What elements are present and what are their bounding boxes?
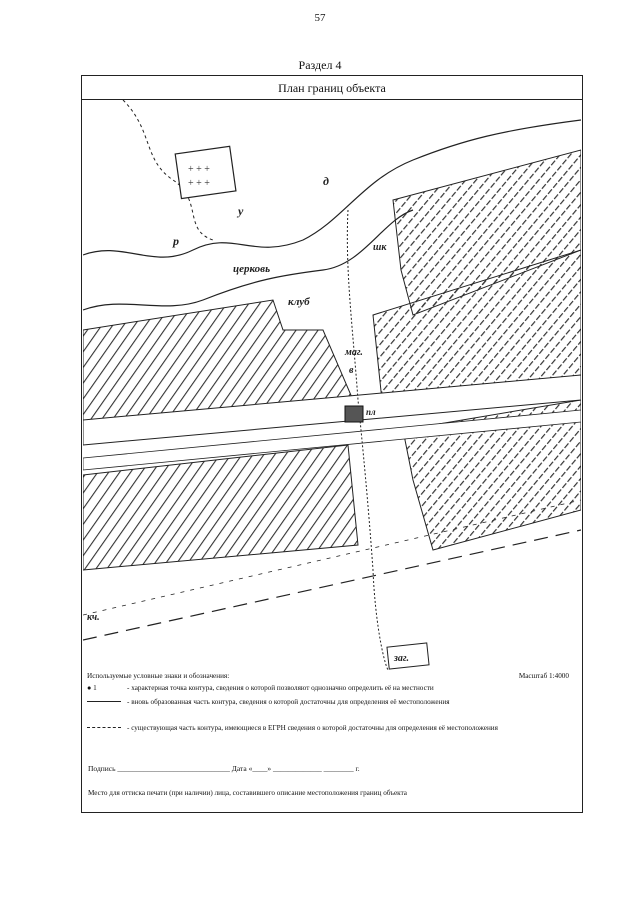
legend-item-text: - вновь образованная часть контура, сведения о которой достаточны для определения её местоположения	[127, 698, 450, 706]
contour-point-marker	[345, 406, 363, 422]
label-v: в	[349, 365, 354, 376]
existing-contour-line-icon	[87, 727, 121, 736]
stream-line-2	[83, 210, 413, 310]
year-field[interactable]: ________ г.	[323, 764, 360, 773]
label-zag: заг.	[394, 653, 409, 664]
legend-title: Используемые условные знаки и обозначения:	[87, 672, 230, 680]
legend-item-text: - существующая часть контура, имеющиеся в ЕГРН сведения о которой достаточны для определения её местоположения	[127, 724, 498, 732]
point-dot-icon: ●	[87, 684, 92, 692]
label-mag: маг.	[345, 347, 363, 358]
label-church: церковь	[233, 263, 271, 275]
label-club: клуб	[288, 296, 310, 308]
new-contour-line-icon	[87, 701, 121, 710]
label-pl: пл	[366, 407, 376, 417]
plan-title: План границ объекта	[82, 76, 582, 100]
legend-item-text: - характерная точка контура, сведения о которой позволяют однозначно определить её на местности	[127, 684, 434, 692]
date-value[interactable]: «____» _____________	[248, 764, 322, 773]
date-label: Дата	[231, 764, 247, 773]
svg-text:+ + +: + + +	[188, 178, 210, 189]
label-kch: кч.	[87, 612, 100, 623]
label-shk: шк	[373, 242, 387, 253]
boundary-map	[83, 100, 581, 736]
point-number: 1	[93, 684, 97, 692]
label-r: р	[173, 234, 179, 248]
svg-text:+ + +: + + +	[188, 164, 210, 175]
point-symbol	[87, 684, 121, 692]
page-number: 57	[314, 12, 326, 24]
signature-row	[88, 764, 568, 773]
scale-label: Масштаб 1:4000	[518, 672, 569, 680]
section-title: Раздел 4	[298, 58, 342, 72]
plan-frame	[81, 75, 583, 813]
stamp-note: Место для оттиска печати (при наличии) лица, составившего описание местоположения границ объекта	[88, 789, 407, 797]
label-d: д	[323, 174, 329, 188]
map-drawing	[83, 100, 581, 670]
signature-line[interactable]: ______________________________	[117, 764, 230, 773]
signature-label: Подпись	[88, 764, 116, 773]
label-u: у	[238, 204, 244, 218]
